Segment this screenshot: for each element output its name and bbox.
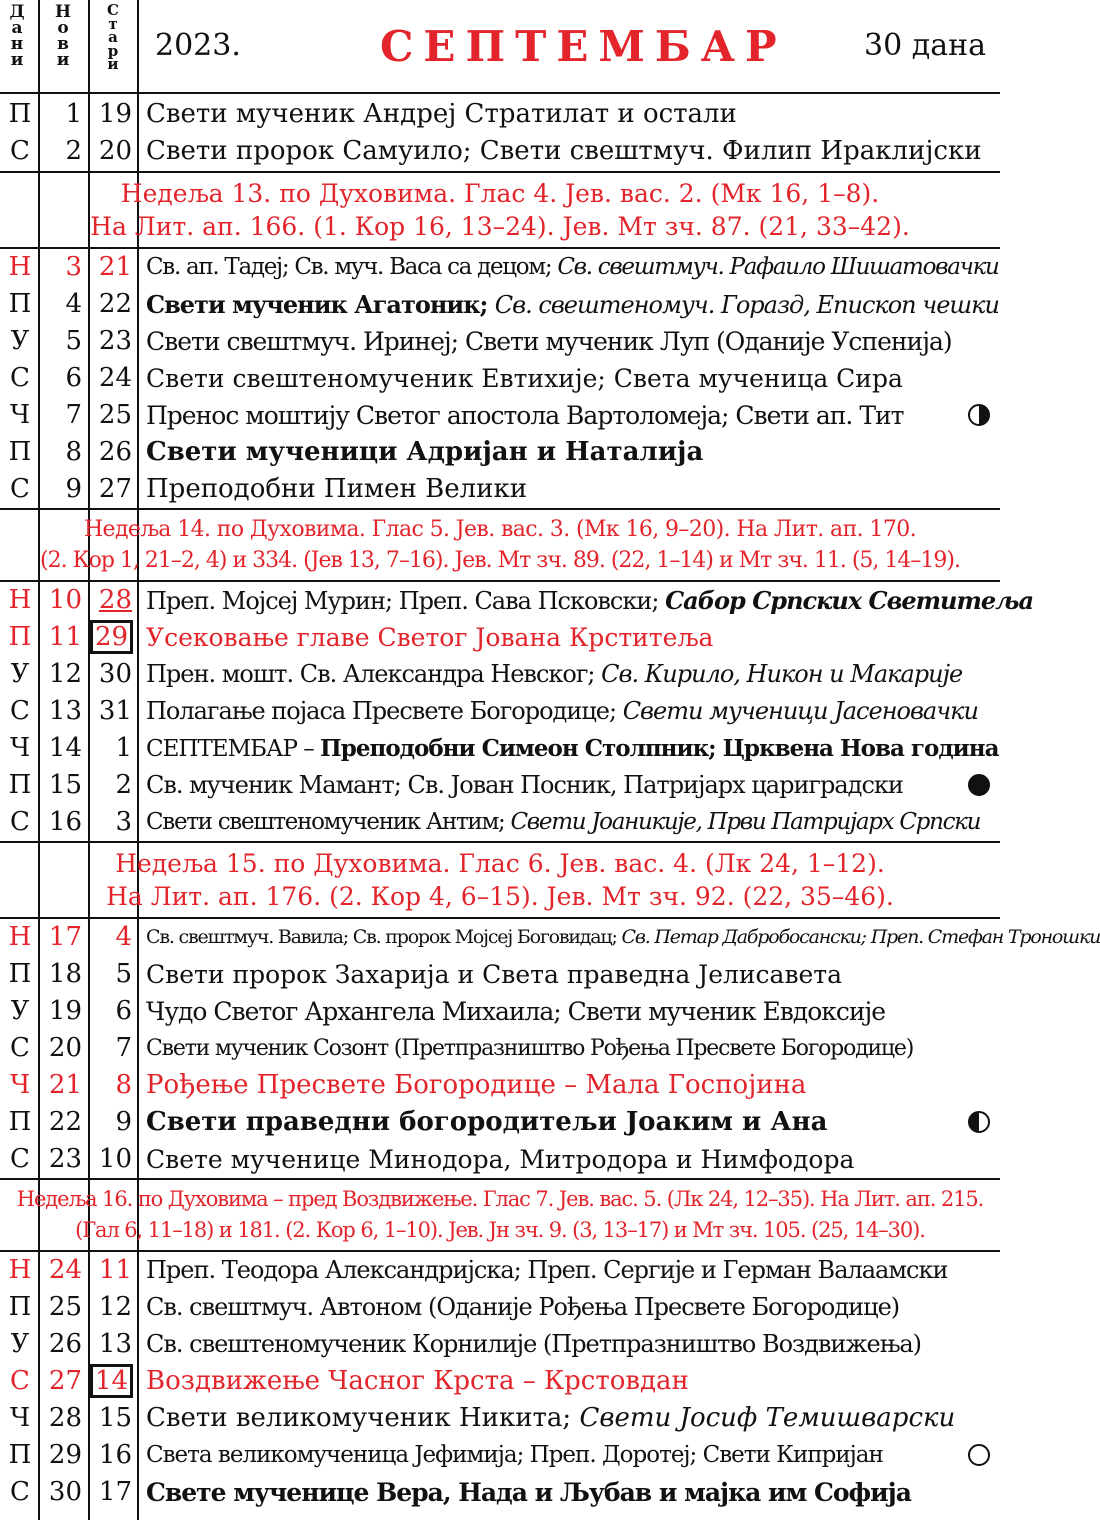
sunday-readings [0, 841, 1000, 919]
old-date: 19 [98, 99, 132, 129]
weekday: У [10, 1329, 30, 1359]
old-date: 10 [98, 1144, 132, 1174]
day-row [0, 1363, 1000, 1400]
day-row [0, 919, 1100, 956]
feast-text: Преподобни Пимен Велики [146, 474, 528, 504]
feast-text: Свети мученик Агатоник; Св. свештеномуч. Горазд, Епископ чешки [146, 290, 999, 319]
old-date: 5 [115, 959, 132, 989]
day-row [0, 730, 1000, 767]
weekday: П [8, 437, 32, 467]
new-date: 21 [48, 1070, 82, 1100]
weekday: С [10, 1366, 30, 1396]
old-date: 9 [115, 1107, 132, 1137]
new-date: 20 [48, 1033, 82, 1063]
day-row [0, 1104, 1000, 1141]
old-date: 21 [98, 252, 132, 282]
weekday: Ч [9, 1070, 31, 1100]
day-row [0, 582, 1034, 619]
day-row [0, 471, 1000, 508]
weekday: Ч [9, 400, 31, 430]
day-row [0, 1289, 1000, 1326]
reading-line: Недеља 15. по Духовима. Глас 6. Јев. вас. 4. (Лк 24, 1–12). [115, 849, 885, 878]
old-date: 28 [98, 585, 132, 615]
old-date: 8 [115, 1070, 132, 1100]
old-date: 4 [115, 922, 132, 952]
old-date: 3 [115, 807, 132, 837]
new-date: 5 [65, 326, 82, 356]
feast-text: Полагање појаса Пресвете Богородице; Свети мученици Јасеновачки [146, 697, 978, 725]
sunday-readings [0, 1178, 1000, 1252]
feast-text: Преп. Теодора Александријска; Преп. Сергије и Герман Валаамски [146, 1256, 948, 1284]
day-row [0, 1067, 1000, 1104]
old-date: 16 [98, 1440, 132, 1470]
weekday: П [8, 1292, 32, 1322]
new-date: 7 [65, 400, 82, 430]
old-date: 24 [98, 363, 132, 393]
old-date [90, 1363, 136, 1400]
old-date: 17 [98, 1477, 132, 1507]
day-row [0, 1474, 1000, 1511]
day-row [0, 133, 1000, 170]
feast-text: Свети свештеномученик Евтихије; Света мученица Сира [146, 364, 903, 393]
new-date: 16 [48, 807, 82, 837]
old-date: 31 [98, 696, 132, 726]
reading-line: Недеља 16. по Духовима – пред Воздвижење. Глас 7. Јев. вас. 5. (Лк 24, 12–35). На Лит. ап. 215. [16, 1187, 984, 1211]
sunday-readings [0, 171, 1000, 249]
reading-line: Недеља 13. по Духовима. Глас 4. Јев. вас. 2. (Мк 16, 1–8). [120, 179, 880, 208]
old-date: 26 [98, 437, 132, 467]
col-days-header: Д а н и [9, 2, 25, 70]
new-date: 26 [48, 1329, 82, 1359]
feast-text: Чудо Светог Архангела Михаила; Свети мученик Евдоксије [146, 997, 886, 1026]
old-date: 13 [98, 1329, 132, 1359]
reading-line: (Гал 6, 11–18) и 181. (2. Кор 6, 1–10). Јев. Јн зч. 9. (3, 13–17) и Мт зч. 105. (25, 14–30). [75, 1218, 925, 1242]
weekday: С [10, 1033, 30, 1063]
feast-text: Рођење Пресвете Богородице – Мала Госпојина [146, 1070, 807, 1100]
old-date [90, 619, 136, 656]
feast-text: Преп. Мојсеј Мурин; Преп. Сава Псковски; Сабор Српских Светитеља [146, 586, 1034, 615]
old-date: 27 [98, 474, 132, 504]
old-date: 12 [98, 1292, 132, 1322]
weekday: С [10, 474, 30, 504]
new-date: 22 [48, 1107, 82, 1137]
day-row [0, 767, 1000, 804]
month-title: СЕПТЕМБАР [380, 22, 787, 71]
old-date: 20 [98, 136, 132, 166]
new-date: 29 [48, 1440, 82, 1470]
weekday: У [10, 659, 30, 689]
old-date: 7 [115, 1033, 132, 1063]
weekday: П [8, 99, 32, 129]
full-moon-icon [968, 1444, 990, 1466]
feast-text: Свети великомученик Никита; Свети Јосиф Темишварски [146, 1403, 956, 1433]
holiday-box: 14 [90, 1364, 133, 1398]
day-row [0, 619, 1000, 656]
feast-text: Свети свештеномученик Антим; Свети Јоаникије, Први Патријарх Српски [146, 809, 981, 835]
feast-text: Св. свештеномученик Корнилије (Претпразништво Воздвижења) [146, 1330, 922, 1358]
day-row [0, 249, 1000, 286]
new-date: 9 [65, 474, 82, 504]
weekday: П [8, 1440, 32, 1470]
feast-text: Воздвижење Часног Крста – Крстовдан [146, 1366, 689, 1396]
feast-text: Прен. мошт. Св. Александра Невског; Св. Кирило, Никон и Макарије [146, 660, 963, 688]
day-row [0, 397, 1000, 434]
day-row [0, 96, 1000, 133]
weekday: С [10, 1477, 30, 1507]
weekday: П [8, 770, 32, 800]
day-row [0, 804, 1000, 841]
new-date: 10 [48, 585, 82, 615]
day-row [0, 1326, 1000, 1363]
new-date: 17 [48, 922, 82, 952]
day-row [0, 993, 1000, 1030]
feast-text: Свети свештмуч. Иринеј; Свети мученик Луп (Оданије Успенија) [146, 327, 952, 356]
feast-text: Св. ап. Тадеј; Св. муч. Васа са децом; Св. свештмуч. Рафаило Шишатовачки [146, 254, 999, 280]
new-date: 12 [48, 659, 82, 689]
old-date: 23 [98, 326, 132, 356]
new-date: 8 [65, 437, 82, 467]
feast-text: СЕПТЕМБАР – Преподобни Симеон Столпник; Црквена Нова година [146, 735, 999, 762]
feast-text: Пренос моштију Светог апостола Вартоломеја; Свети ап. Тит [146, 401, 904, 430]
weekday: Н [8, 1255, 32, 1285]
feast-text: Св. свештмуч. Автоном (Оданије Рођења Пресвете Богородице) [146, 1293, 900, 1321]
old-date: 30 [98, 659, 132, 689]
day-row [0, 1400, 1000, 1437]
weekday: П [8, 959, 32, 989]
new-date: 19 [48, 996, 82, 1026]
weekday: С [10, 1144, 30, 1174]
header [0, 0, 1000, 94]
weekday: Ч [9, 733, 31, 763]
weekday: У [10, 326, 30, 356]
feast-text: Усековање главе Светог Јована Крститеља [146, 623, 714, 652]
weekday: Ч [9, 1403, 31, 1433]
day-row [0, 656, 1000, 693]
day-row [0, 360, 1000, 397]
weekday: С [10, 696, 30, 726]
col-new-header: Н о в и [54, 2, 72, 70]
weekday: С [10, 136, 30, 166]
feast-text: Свети мученик Андреј Стратилат и остали [146, 99, 737, 129]
day-row [0, 693, 1000, 730]
old-date: 1 [115, 733, 132, 763]
weekday: П [8, 289, 32, 319]
new-date: 30 [48, 1477, 82, 1507]
new-date: 2 [65, 136, 82, 166]
old-date: 2 [115, 770, 132, 800]
new-date: 6 [65, 363, 82, 393]
weekday: С [10, 807, 30, 837]
new-date: 14 [48, 733, 82, 763]
weekday: П [8, 622, 32, 652]
feast-text: Свети мученици Адријан и Наталија [146, 437, 704, 467]
feast-text: Света великомученица Јефимија; Преп. Доротеј; Свети Кипријан [146, 1442, 883, 1468]
reading-line: На Лит. ап. 176. (2. Кор 4, 6–15). Јев. Мт зч. 92. (22, 35–46). [106, 882, 894, 911]
new-date: 11 [48, 622, 82, 652]
old-date: 22 [98, 289, 132, 319]
reading-line: (2. Кор 1, 21–2, 4) и 334. (Јев 13, 7–16). Јев. Мт зч. 89. (22, 1–14) и Мт зч. 11. (5, 14–19). [40, 548, 960, 573]
old-date: 11 [98, 1255, 132, 1285]
first-quarter-moon-icon [968, 1111, 990, 1133]
day-row [0, 1141, 1000, 1178]
year: 2023. [155, 28, 241, 63]
reading-line: На Лит. ап. 166. (1. Кор 16, 13–24). Јев. Мт зч. 87. (21, 33–42). [90, 212, 910, 241]
new-date: 24 [48, 1255, 82, 1285]
old-date: 6 [115, 996, 132, 1026]
new-date: 4 [65, 289, 82, 319]
reading-line: Недеља 14. по Духовима. Глас 5. Јев. вас. 3. (Мк 16, 9–20). На Лит. ап. 170. [83, 517, 917, 542]
feast-text: Свети пророк Захарија и Света праведна Јелисавета [146, 960, 843, 989]
new-date: 15 [48, 770, 82, 800]
new-date: 28 [48, 1403, 82, 1433]
sunday-readings [0, 508, 1000, 582]
weekday: Н [8, 252, 32, 282]
new-date: 23 [48, 1144, 82, 1174]
new-date: 3 [65, 252, 82, 282]
new-date: 18 [48, 959, 82, 989]
feast-text: Свете мученице Минодора, Митродора и Нимфодора [146, 1145, 855, 1174]
day-row [0, 286, 1000, 323]
day-row [0, 1437, 1000, 1474]
feast-text: Св. мученик Мамант; Св. Јован Посник, Патријарх цариградски [146, 771, 903, 799]
old-date: 25 [98, 400, 132, 430]
feast-text: Свети праведни богородитељи Јоаким и Ана [146, 1107, 828, 1137]
feast-text: Св. свештмуч. Вавила; Св. пророк Мојсеј Боговидац; Св. Петар Дабробосански; Преп. Стефан Троношки [146, 926, 1100, 948]
day-row [0, 1252, 1000, 1289]
weekday: Н [8, 585, 32, 615]
day-row [0, 434, 1000, 471]
old-date: 15 [98, 1403, 132, 1433]
feast-text: Свети мученик Созонт (Претпразништво Рођења Пресвете Богородице) [146, 1036, 914, 1061]
day-row [0, 1030, 1000, 1067]
new-date: 13 [48, 696, 82, 726]
new-moon-icon [968, 774, 990, 796]
new-date: 1 [65, 99, 82, 129]
weekday: У [10, 996, 30, 1026]
weekday: П [8, 1107, 32, 1137]
days-count: 30 дана [864, 28, 986, 63]
day-row [0, 323, 1000, 360]
weekday: С [10, 363, 30, 393]
col-old-header: С т а р и [107, 1, 119, 73]
feast-text: Свете мученице Вера, Нада и Љубав и мајка им Софија [146, 1478, 911, 1507]
feast-text: Свети пророк Самуило; Свети свештмуч. Филип Ираклијски [146, 136, 982, 166]
holiday-box: 29 [90, 620, 133, 654]
new-date: 25 [48, 1292, 82, 1322]
weekday: Н [8, 922, 32, 952]
last-quarter-moon-icon [968, 404, 990, 426]
new-date: 27 [48, 1366, 82, 1396]
day-row [0, 956, 1000, 993]
